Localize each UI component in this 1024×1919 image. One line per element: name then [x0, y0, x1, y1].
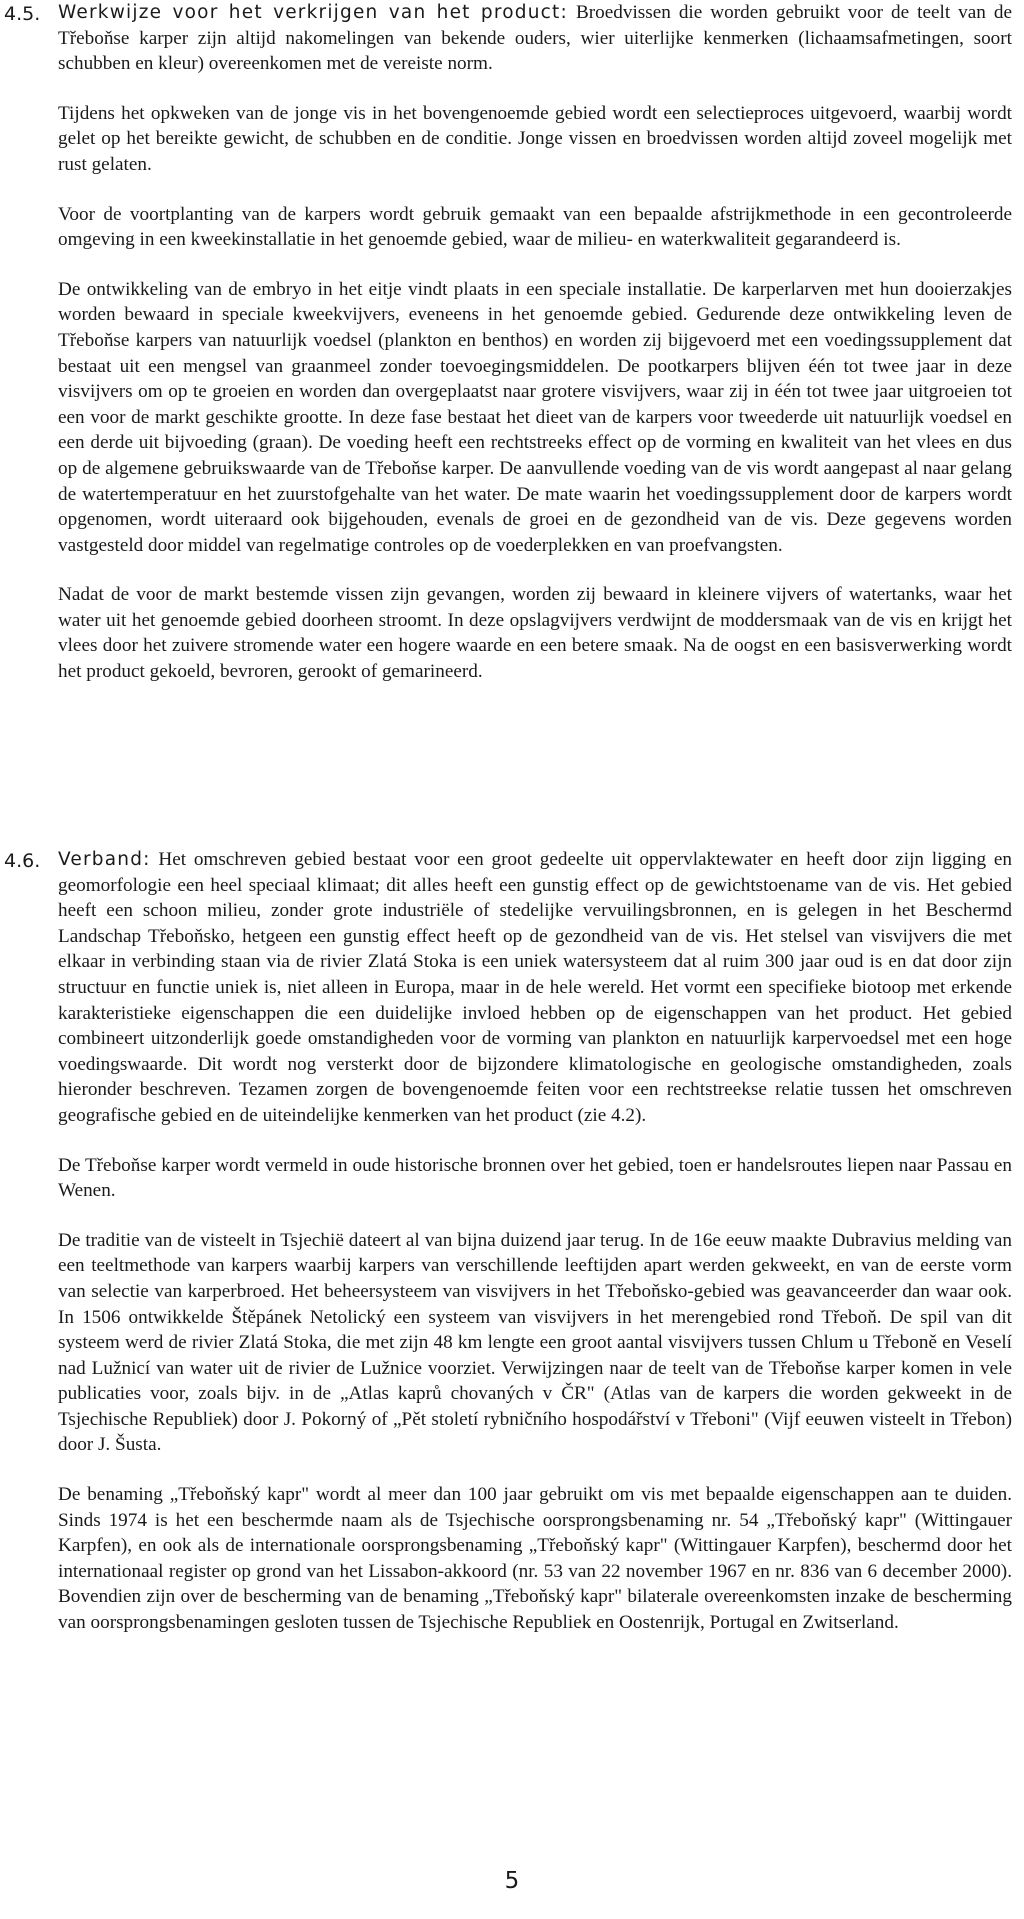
paragraph [58, 0, 1012, 77]
paragraph: Nadat de voor de markt bestemde vissen zijn gevangen, worden zij bewaard in kleinere vijvers of watertanks, waar het water uit het genoemde gebied doorheen stroomt. In deze opslagvijvers verdwijnt de moddersmaak van de vis en krijgt het vlees door het zuivere stromende water een hogere waarde en een betere smaak. Na de oogst en een basisverwerking wordt het product gekoeld, bevroren, gerookt of gemarineerd. [58, 584, 1012, 683]
paragraph: De Třeboňse karper wordt vermeld in oude historische bronnen over het gebied, toen er handelsroutes liepen naar Passau en Wenen. [58, 1154, 1012, 1202]
paragraph: Tijdens het opkweken van de jonge vis in het bovengenoemde gebied wordt een selectieproces uitgevoerd, waarbij wordt gelet op het bereikte gewicht, de schubben en de conditie. Jonge vissen en broedvissen worden altijd zoveel mogelijk met rust gelaten. [58, 102, 1012, 175]
section-4-6 [4, 847, 1012, 1660]
paragraph-text: Broedvissen die worden gebruikt voor de teelt van de Třeboňse karper zijn altijd nakomelingen van bekende ouders, wier uiterlijke kenmerken (lichaamsafmetingen, soort schubben en kleur) overeenkomen met de vereiste norm. [58, 2, 1013, 75]
page-number: 5 [504, 1868, 520, 1894]
section-heading: Verband: [58, 849, 151, 870]
section-4-5 [4, 0, 1012, 709]
paragraph [58, 847, 1012, 1129]
section-body [58, 0, 1012, 685]
section-number: 4.6. [4, 850, 41, 872]
section-body [58, 847, 1012, 1636]
paragraph: De benaming „Třeboňský kapr" wordt al meer dan 100 jaar gebruikt om vis met bepaalde eigenschappen aan te duiden. Sinds 1974 is het een beschermde naam als de Tsjechische oorsprongsbenaming nr. 54 „Třeboňský kapr" (Wittingauer Karpfen), en ook als de internationale oorsprongsbenaming „Třeboňský kapr" (Wittingauer Karpfen), beschermd door het internationaal register op grond van het Lissabon-akkoord (nr. 53 van 22 november 1967 en nr. 836 van 6 december 2000). Bovendien zijn over de bescherming van de benaming „Třeboňský kapr" bilaterale overeenkomsten inzake de bescherming van oorsprongsbenamingen gesloten tussen de Tsjechische Republiek en Oostenrijk, Portugal en Zwitserland. [58, 1484, 1012, 1634]
paragraph: De traditie van de visteelt in Tsjechië dateert al van bijna duizend jaar terug. In de 16e eeuw maakte Dubravius melding van een teeltmethode van karpers waarbij karpers van verschillende leeftijden apart werden gekweekt, en van de eerste vorm van selectie van karperbroed. Het beheersysteem van visvijvers in het Třeboňsko-gebied was geavanceerder dan waar ook. In 1506 ontwikkelde Štěpánek Netolický een systeem van visvijvers in het merengebied rond Třeboň. De spil van dit systeem werd de rivier Zlatá Stoka, die met zijn 48 km lengte een groot aantal visvijvers tussen Chlum u Třeboně en Veselí nad Lužnicí van water uit de rivier de Lužnice voorziet. Verwijzingen naar de teelt van de Třeboňse karper komen in vele publicaties voor, zoals bijv. in de „Atlas kaprů chovaných v ČR" (Atlas van de karpers die worden gekweekt in de Tsjechische Republiek) door J. Pokorný of „Pět století rybničního hospodářství v Třeboni" (Vijf eeuwen visteelt in Třebon) door J. Šusta. [58, 1229, 1012, 1456]
section-number: 4.5. [4, 3, 41, 25]
paragraph: De ontwikkeling van de embryo in het eitje vindt plaats in een speciale installatie. De karperlarven met hun dooierzakjes worden bewaard in speciale kweekvijvers, eveneens in het genoemde gebied. Gedurende deze ontwikkeling leven de Třeboňse karpers van natuurlijk voedsel (plankton en benthos) en worden zij bijgevoerd met een voedingssupplement dat bestaat uit een mengsel van graanmeel zonder toevoegingsmiddelen. De pootkarpers blijven één tot twee jaar in deze visvijvers om op te groeien en worden dan overgeplaatst naar grotere visvijvers, waar zij in één tot twee jaar uitgroeien tot een voor de markt geschikte grootte. In deze fase bestaat het dieet van de karpers voor tweederde uit natuurlijk voedsel en een derde uit bijvoeding (graan). De voeding heeft een rechtstreeks effect op de vorming en kwaliteit van het vlees en dus op de algemene gebruikswaarde van de Třeboňse karper. De aanvullende voeding van de vis wordt aangepast al naar gelang de watertemperatuur en het zuurstofgehalte van het water. De mate waarin het voedingssupplement door de karpers wordt opgenomen, wordt uiteraard ook bijgehouden, evenals de groei en de gezondheid van de vis. Deze gegevens worden vastgesteld door middel van regelmatige controles op de voederplekken en van proefvangsten. [58, 278, 1012, 556]
section-heading: Werkwijze voor het verkrijgen van het product: [58, 2, 568, 23]
paragraph-text: Het omschreven gebied bestaat voor een groot gedeelte uit oppervlaktewater en heeft door zijn ligging en geomorfologie een heel speciaal klimaat; dit alles heeft een gunstig effect op de gewichtstoename van de vis. Het gebied heeft een schoon milieu, zonder grote industriële of stedelijke vervuilingsbronnen, en is gelegen in het Beschermd Landschap Třeboňsko, hetgeen een gunstig effect heeft op de gezondheid van de vis. Het stelsel van visvijvers die met elkaar in verbinding staan via de rivier Zlatá Stoka is een uniek watersysteem dat al ruim 300 jaar oud is en dat door zijn structuur en functie uniek is, niet alleen in Europa, maar in de hele wereld. Het vormt een specifieke biotoop met erkende karakteristieke eigenschappen die een duidelijke invloed hebben op de eigenschappen van het product. Het gebied combineert uitzonderlijk goede omstandigheden voor de vorming van plankton en natuurlijk karpervoedsel met een hoge voedingswaarde. Dit wordt nog versterkt door de bijzondere klimatologische en geologische omstandigheden, zoals hieronder beschreven. Tezamen zorgen de bovengenoemde feiten voor een rechtstreekse relatie tussen het omschreven geografische gebied en de uiteindelijke kenmerken van het product (zie 4.2). [58, 849, 1013, 1126]
paragraph: Voor de voortplanting van de karpers wordt gebruik gemaakt van een bepaalde afstrijkmethode in een gecontroleerde omgeving in een kweekinstallatie in het genoemde gebied, waar de milieu- en waterkwaliteit gegarandeerd is. [58, 203, 1012, 251]
